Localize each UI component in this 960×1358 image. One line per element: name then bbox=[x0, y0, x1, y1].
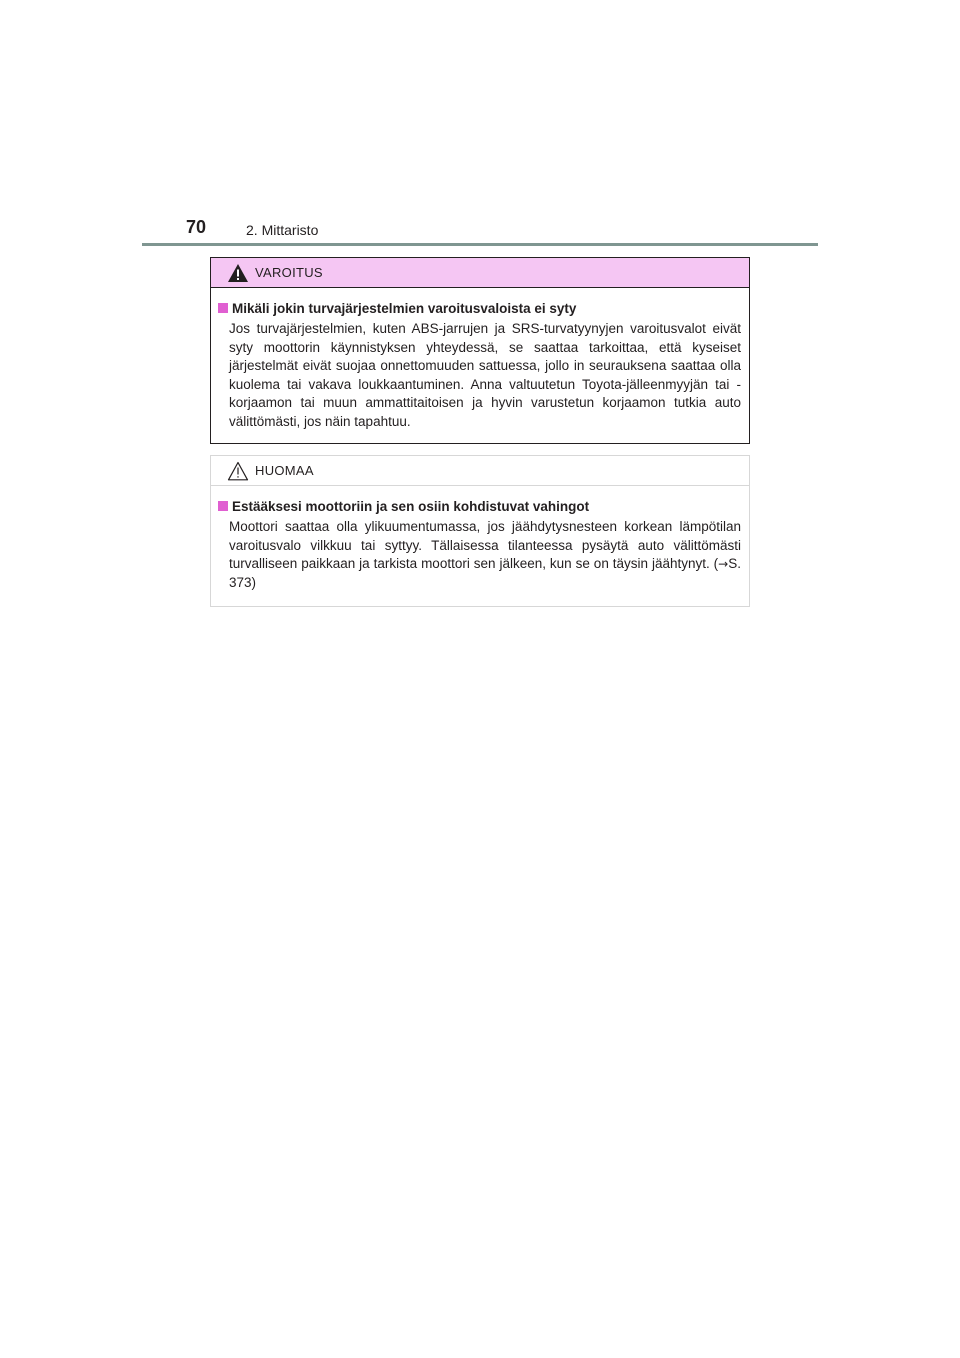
square-bullet-icon bbox=[218, 303, 228, 313]
notice-item-heading bbox=[218, 498, 741, 516]
warning-box bbox=[210, 257, 750, 444]
notice-body-text: Moottori saattaa olla ylikuumentumassa, jos jäähdytysnesteen korkean lämpötilan varoitusvalo vilkkuu tai syttyy. Tällaisessa tilanteessa pysäytä auto välittömästi turvalliseen paikkaan ja tarkista moottori sen jälkeen, kun se on täysin jäähtynyt. ( bbox=[229, 519, 741, 572]
page-reference-link[interactable]: S. 373 bbox=[229, 556, 741, 590]
warning-item-heading bbox=[218, 300, 741, 318]
section-title: 2. Mittaristo bbox=[246, 222, 319, 238]
warning-triangle-filled-icon bbox=[227, 263, 249, 283]
notice-box bbox=[210, 455, 750, 607]
warning-label: VAROITUS bbox=[255, 265, 323, 280]
warning-heading-text: Mikäli jokin turvajärjestelmien varoitusvaloista ei syty bbox=[232, 301, 577, 316]
notice-label: HUOMAA bbox=[255, 463, 314, 478]
header-divider bbox=[142, 243, 818, 246]
page-number: 70 bbox=[186, 217, 207, 237]
notice-item-text bbox=[218, 518, 741, 592]
square-bullet-icon bbox=[218, 501, 228, 511]
warning-triangle-outline-icon bbox=[227, 461, 249, 481]
warning-box-header bbox=[211, 258, 749, 288]
reference-close-paren: ) bbox=[251, 574, 257, 590]
notice-heading-text: Estääksesi moottoriin ja sen osiin kohdistuvat vahingot bbox=[232, 499, 590, 514]
warning-item-text: Jos turvajärjestelmien, kuten ABS-jarrujen ja SRS-turvatyynyjen varoitusvalot eivät syty moottorin käynnistyksen yhteydessä, se saattaa tarkoittaa, että kyseiset järjestelmät eivät suojaa onnettomuuden sattuessa, jollo in seurauksena saattaa olla kuolema tai vakava loukkaantuminen. Anna valtuutetun Toyota-jälleenmyyjän tai -korjaamon tai muun ammattitaitoisen ja hyvin varustetun korjaamon tutkia auto välittömästi, jos näin tapahtuu. bbox=[229, 321, 741, 429]
notice-box-body bbox=[211, 486, 749, 592]
warning-box-body bbox=[211, 288, 749, 432]
arrow-right-icon: → bbox=[718, 557, 729, 572]
notice-box-header bbox=[211, 456, 749, 486]
